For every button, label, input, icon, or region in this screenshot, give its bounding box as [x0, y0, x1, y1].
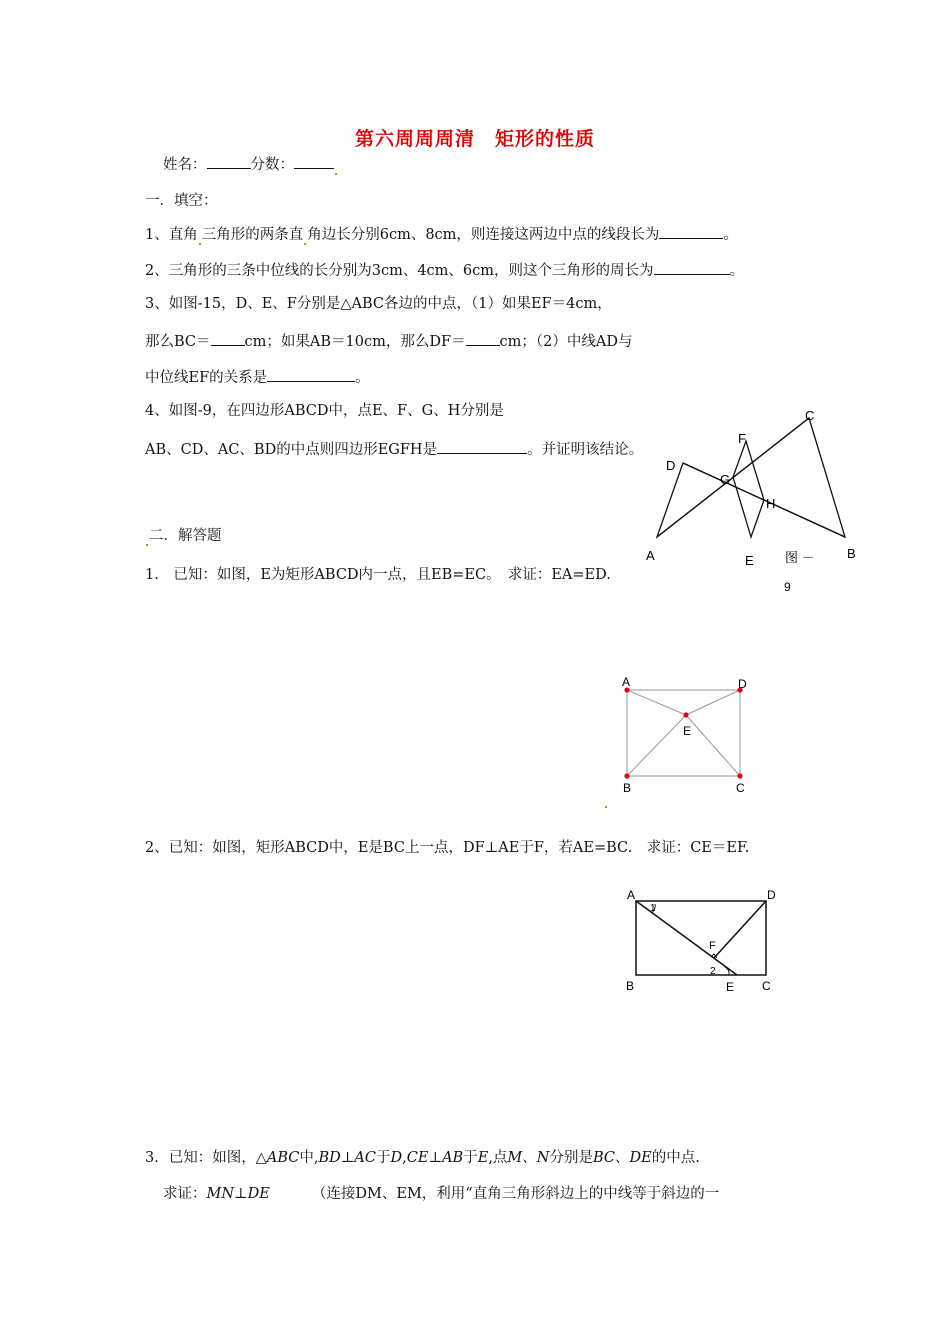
prove-label: 求证：: [163, 1186, 207, 1202]
segment-be: [627, 715, 686, 776]
fig9-caption: 图 －: [785, 550, 815, 565]
q3-blank-df[interactable]: [466, 330, 500, 346]
fig9-label-a: A: [646, 548, 655, 563]
question-4-line2: [145, 438, 643, 460]
question-4-line1: 4、如图-9，在四边形ABCD中，点E、F、G、H分别是: [145, 403, 504, 419]
p3-ce: CE: [406, 1150, 429, 1166]
question-1: [145, 223, 738, 245]
segment-ce: [686, 715, 740, 776]
problem-2: 2、已知：如图，矩形ABCD中，E是BC上一点，DF⊥AE于F，若AE=BC. 求证：CE＝EF.: [145, 840, 750, 856]
q3-text-d: 中位线EF的关系是: [145, 370, 268, 386]
fig9-label-c: C: [805, 408, 815, 423]
p3-f: ⊥: [428, 1150, 443, 1166]
quad-egfh: [733, 441, 764, 537]
q2-text: 2、三角形的三条中位线的长分别为3cm、4cm、6cm，则这个三角形的周长为: [145, 263, 654, 279]
p3-ab: AB: [442, 1150, 464, 1166]
problem-1: 1. 已知：如图，E为矩形ABCD内一点，且EB=EC。 求证：EA=ED.: [145, 567, 611, 583]
fig9-caption-number: 9: [784, 580, 791, 594]
point-c: [737, 773, 742, 778]
name-blank[interactable]: [207, 153, 251, 169]
segment-ae: [627, 690, 686, 715]
question-3-line1: 3、如图-15，D、E、F分别是△ABC各边的中点，（1）如果EF＝4cm，: [145, 296, 612, 312]
score-blank[interactable]: [294, 153, 334, 169]
p3-bd: BD: [318, 1150, 341, 1166]
q4-blank[interactable]: [437, 438, 527, 454]
fig1-label-d: D: [738, 677, 747, 691]
p3-a: 3．已知：如图，△: [145, 1150, 267, 1166]
score-label: 分数：: [250, 157, 294, 173]
fig2-label-b: B: [626, 979, 635, 993]
q1-text-b: 三角形的两条直: [201, 227, 304, 243]
p3-h: ,点: [488, 1150, 508, 1166]
fig9-label-f: F: [738, 431, 746, 446]
fig2-label-c: C: [762, 979, 771, 993]
p3-dd: D: [390, 1150, 403, 1166]
point-b: [624, 773, 629, 778]
q1-text-c: 角边长分别6cm、8cm，则连接这两边中点的线段长为: [307, 227, 660, 243]
fig2-label-a: A: [627, 888, 636, 902]
question-3-line3: [145, 366, 370, 388]
p3-b: 中,: [299, 1150, 319, 1166]
section2-heading: [145, 526, 222, 546]
q3-blank-bc[interactable]: [211, 330, 245, 346]
fig9-label-d: D: [666, 458, 676, 473]
p3-ee: E: [477, 1150, 489, 1166]
fig1-label-c: C: [736, 781, 745, 795]
fig9-label-h: H: [766, 496, 776, 511]
fig1-label-a: A: [622, 675, 631, 689]
figure-rectangle-df-perp-ae: [620, 880, 790, 995]
section1-heading: 一．填空：: [145, 193, 218, 209]
question-2: [145, 259, 744, 281]
p3-g: 于: [463, 1150, 478, 1166]
p3-d: 于: [376, 1150, 391, 1166]
fig2-label-1: 1: [650, 903, 656, 914]
p3-c: ⊥: [340, 1150, 355, 1166]
question-3-line2: [145, 330, 633, 352]
q3-text-c: cm；（2）中线AD与: [499, 334, 633, 350]
q3-text-e: 。: [355, 370, 370, 386]
name-label: 姓名：: [163, 157, 207, 173]
prove-expression: MN⊥DE: [206, 1186, 270, 1202]
p3-bc: BC: [592, 1150, 615, 1166]
p3-n: N: [536, 1150, 550, 1166]
p3-ac: AC: [354, 1150, 376, 1166]
p3-e: ,: [402, 1150, 407, 1166]
name-score-line: [163, 153, 338, 175]
segment-de: [686, 690, 740, 715]
fig2-label-2: 2: [710, 966, 716, 977]
p3-j: 分别是: [549, 1150, 593, 1166]
p3-k: 、: [615, 1150, 630, 1166]
q1-blank[interactable]: [659, 223, 723, 239]
p3-i: 、: [522, 1150, 537, 1166]
q3-text-a: 那么BC＝: [145, 334, 211, 350]
p3-de: DE: [629, 1150, 652, 1166]
p3-l: 的中点.: [651, 1150, 700, 1166]
page-title: 第六周周周清 矩形的性质: [354, 128, 595, 150]
prove-hint: （连接DM、EM，利用“直角三角形斜边上的中线等于斜边的一: [311, 1186, 720, 1202]
q3-text-b: cm；如果AB＝10cm，那么DF＝: [244, 334, 466, 350]
point-e: [683, 712, 688, 717]
fig9-label-g: G: [720, 472, 731, 487]
q2-end: 。: [729, 263, 745, 279]
fig1-label-e: E: [683, 724, 692, 738]
fig2-label-d: D: [767, 888, 776, 902]
fig2-label-f: F: [709, 940, 716, 952]
fig9-label-e: E: [745, 553, 754, 568]
fig9-label-b: B: [847, 546, 856, 561]
q1-end: 。: [723, 227, 738, 243]
q4-text-a: AB、CD、AC、BD的中点则四边形EGFH是: [145, 442, 438, 458]
segment-df: [714, 901, 766, 958]
q1-text-a: 1、直角: [145, 227, 198, 243]
figure-rectangle-e-inside: [612, 670, 762, 820]
fig1-label-b: B: [623, 781, 632, 795]
problem-3: [145, 1148, 700, 1168]
p3-abc: ABC: [266, 1150, 300, 1166]
fig2-label-e: E: [726, 980, 735, 994]
section2-heading-text: 二．解答题: [149, 528, 222, 544]
q2-blank[interactable]: [654, 259, 730, 275]
q4-text-b: 。并证明该结论。: [527, 442, 644, 458]
quad-abcd: [657, 418, 845, 537]
p3-m: M: [507, 1150, 523, 1166]
problem-3-prove: [163, 1184, 719, 1204]
figure-9-quadrilateral: [640, 400, 880, 600]
q3-blank-relation[interactable]: [267, 366, 355, 382]
